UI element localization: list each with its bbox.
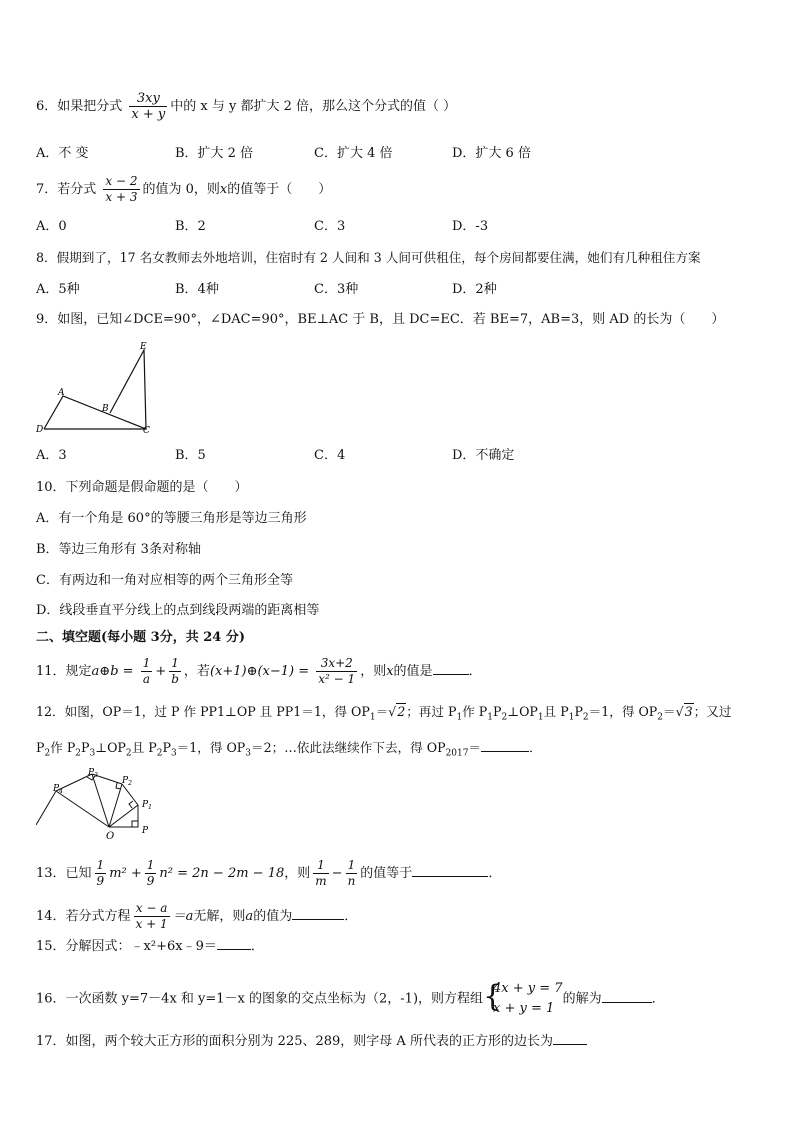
q17-text: 17．如图，两个较大正方形的面积分别为 225、289，则字母 A 所代表的正方形的边长为 <box>36 1034 553 1049</box>
q9-option-d: D．不确定 <box>452 448 515 463</box>
q13-frac4 <box>346 858 358 889</box>
q6-suffix: 中的 x 与 y 都扩大 2 倍，那么这个分式的值（ ） <box>170 99 457 114</box>
q12-l1-h: P <box>574 704 583 719</box>
q12-l2-a: P <box>36 740 45 755</box>
q12-l2-b: 作 P <box>50 740 76 755</box>
q14-frac-den: x + 1 <box>135 917 168 931</box>
q6-option-d: D．扩大 6 倍 <box>452 146 531 161</box>
q10-option-c: C．有两边和一角对应相等的两个三角形全等 <box>36 573 293 588</box>
q11-suffix-b: 的值是 <box>393 664 433 679</box>
q12-l1-f: ⊥OP <box>507 704 538 719</box>
q12-label-p: P <box>142 826 149 836</box>
q6-option-b: B．扩大 2 倍 <box>175 146 254 161</box>
q17-answer-blank[interactable] <box>553 1032 587 1045</box>
q12-line1 <box>36 704 731 726</box>
q9-label-d: D <box>36 425 44 435</box>
q16-brace: { <box>483 979 503 1014</box>
q11-def-lhs: a⊕b = <box>91 664 134 679</box>
q16-eq1: 4x + y = 7 <box>493 981 563 996</box>
q8-option-a: A．5种 <box>36 282 80 297</box>
q6-stem <box>36 91 456 122</box>
q14-stem: 14．若分式方程 $\frac{x - a}{x + 1}$ ＝a无解，则a的值为 ． <box>36 901 358 931</box>
q12-l1-d-sub: 1 <box>487 712 494 723</box>
q14-fraction <box>134 901 170 932</box>
q11-prefix: 11．规定 <box>36 664 92 679</box>
q12-answer-blank[interactable] <box>481 739 529 752</box>
q12-l1-g: 且 P <box>543 704 569 719</box>
q12-label-p3: $P_3$ <box>88 768 98 779</box>
q12-label-o: O <box>106 831 115 841</box>
q12-l2-h-sub: 2017 <box>445 748 469 759</box>
q12-l2-g: ＝1，得 OP <box>176 740 246 755</box>
q7-frac-num: x − 2 <box>105 174 138 188</box>
q12-l1-f-sub: 1 <box>537 712 544 723</box>
q12-l2-f: P <box>162 740 171 755</box>
q12-line2: $P_2$作 $P_2P_3\perp OP_2$且 $P_2P_3=1$，得 $OP_3=2$；…依此法继续作下去，得 $OP_{2017}=$ ． <box>36 740 542 759</box>
q14-prefix: 14．若分式方程 <box>36 909 131 924</box>
q13-term1: m² + <box>109 866 142 881</box>
q12-sqrt-2: √2 <box>388 704 406 719</box>
section-2-heading: 二、填空题(每小题 3分，共 24 分) <box>36 630 246 645</box>
q13-frac1-den: 9 <box>96 874 105 888</box>
q12-l2-e-sub: 2 <box>156 748 163 759</box>
q13-frac4-num: 1 <box>346 858 358 874</box>
q12-l2-c-sub: 3 <box>89 748 96 759</box>
q12-l1-e: P <box>493 704 502 719</box>
q13-prefix: 13．已知 <box>36 866 92 881</box>
q9-triangle-figure <box>34 338 164 436</box>
q9-stem: 9．如图，已知∠DCE=90°，∠DAC=90°，BE⊥AC 于 B，且 DC=EC．若 BE=7，AB=3，则 AD 的长为（ ） <box>36 312 725 327</box>
q9-option-b: B．5 <box>175 448 206 463</box>
q12-l1-j: ＝ <box>663 704 676 719</box>
q12-l1-c-sub: 1 <box>456 712 463 723</box>
q13-answer-blank[interactable] <box>412 864 488 877</box>
q14-suffix-a: 无解，则 <box>193 909 246 924</box>
q12-l1-h-sub: 2 <box>582 712 589 723</box>
q7-var: x <box>219 182 228 197</box>
q11-stem: 11．规定a⊕b = $\frac{1}{a}$ + $\frac{1}{b}$ ，若(x+1)⊕(x−1) = $\frac{3x+2}{\text{x² − 1}}$ ，则x的值是 ． <box>36 656 482 686</box>
q12-l2-c: P <box>81 740 90 755</box>
q13-frac4-den: n <box>347 874 356 888</box>
q8-option-d: D．2种 <box>452 282 497 297</box>
q12-l2-d-sub: 2 <box>125 748 132 759</box>
q11-frac3-num: 3x+2 <box>316 656 357 672</box>
q13-stem: 13．已知 $\frac{1}{9}$ m² + $\frac{1}{9}$ n² = 2n − 2m − 18，则 $\frac{1}{m}$ − $\frac{1}{n}$ 的值等于 ． <box>36 858 502 888</box>
q12-label-p2: $P_2$ <box>122 776 132 787</box>
q11-expr: (x+1)⊕(x−1) = <box>209 664 310 679</box>
q11-frac1 <box>141 656 153 687</box>
q14-suffix-b: 的值为 <box>253 909 293 924</box>
q16-stem: 16．一次函数 y=7－4x 和 y=1－x 的图象的交点坐标为（2，-1)，则方程组 { 4x + y = 7 x + y = 1 的解为 ． <box>36 979 665 1019</box>
q11-frac3-den: x² − 1 <box>318 672 356 686</box>
q6-option-c: C．扩大 4 倍 <box>314 146 393 161</box>
q16-eq2: x + y = 1 <box>493 1001 555 1016</box>
q7-suffix-b: 的值等于（ ） <box>227 182 332 197</box>
q12-l2-f-sub: 3 <box>170 748 177 759</box>
q11-plus: + <box>155 664 167 679</box>
q11-frac3 <box>316 656 357 687</box>
q7-frac-den: x + 3 <box>105 190 138 204</box>
q17-stem <box>36 1032 587 1050</box>
q6-option-a: A．不 变 <box>36 146 89 161</box>
q11-suffix-a: ，则 <box>360 664 387 679</box>
q12-sqrt-3: √3 <box>675 704 693 719</box>
q13-suffix: 的值等于 <box>360 866 413 881</box>
q6-prefix: 6．如果把分式 <box>36 99 123 114</box>
q9-option-c: C．4 <box>314 448 346 463</box>
q12-l1-c: ；再过 P <box>406 704 457 719</box>
q8-option-b: B．4种 <box>175 282 219 297</box>
q12-l1-a: 12．如图，OP＝1，过 P 作 PP1⊥OP 且 PP1＝1，得 OP <box>36 704 370 719</box>
q11-var: x <box>386 664 394 679</box>
q15-answer-blank[interactable] <box>217 937 251 950</box>
q9-label-c: C <box>143 426 150 436</box>
q13-frac3-den: m <box>315 874 327 888</box>
q9-label-e: E <box>140 342 147 352</box>
q12-l1-k: ；又过 <box>693 704 732 719</box>
q9-option-a: A．3 <box>36 448 67 463</box>
q11-answer-blank[interactable] <box>433 662 469 675</box>
q12-l1-i-sub: 2 <box>657 712 663 723</box>
q11-frac1-num: 1 <box>142 656 151 670</box>
q12-l2-i: ＝ <box>468 740 482 755</box>
q10-stem: 10．下列命题是假命题的是（ ） <box>36 480 248 495</box>
q16-suffix: 的解为 <box>562 991 602 1007</box>
q7-option-c: C．3 <box>314 219 346 234</box>
q12-sqrt-2-radicand: 2 <box>397 704 406 719</box>
q15-stem: 15．分解因式：﹣x²+6x﹣9＝ ． <box>36 939 264 954</box>
q12-sqrt-3-radicand: 3 <box>684 704 693 719</box>
q15-text: 15．分解因式：﹣x²+6x﹣9＝ <box>36 939 217 954</box>
q12-l2-b-sub: 2 <box>75 748 82 759</box>
q12-l1-e-sub: 2 <box>501 712 508 723</box>
q7-prefix: 7．若分式 <box>36 182 97 197</box>
q12-l1-sub1: 1 <box>369 712 376 723</box>
q12-spiral-figure <box>36 765 166 841</box>
q10-option-b: B．等边三角形有 3条对称轴 <box>36 542 201 557</box>
q13-frac2-den: 9 <box>146 874 155 888</box>
q11-frac2-den: b <box>171 672 179 686</box>
q9-label-a: A <box>58 388 65 398</box>
q13-frac3 <box>313 858 328 889</box>
q14-answer-blank[interactable] <box>292 907 344 920</box>
q12-l1-i: ＝1，得 OP <box>588 704 658 719</box>
q6-fraction <box>129 91 167 122</box>
q13-frac2 <box>145 858 157 889</box>
q12-l2-a-sub: 2 <box>44 748 51 759</box>
q11-frac2 <box>169 656 181 687</box>
q12-l2-e: 且 P <box>131 740 157 755</box>
q12-label-p1: $P_1$ <box>142 800 152 811</box>
q7-suffix-a: 的值为 0，则 <box>142 182 220 197</box>
q12-l2-h: ＝2；…依此法继续作下去，得 OP <box>251 740 446 755</box>
q16-equation-system <box>483 979 563 1019</box>
q12-l1-g-sub: 1 <box>568 712 575 723</box>
q13-mid: ，则 <box>284 866 311 881</box>
q16-answer-blank[interactable] <box>602 990 652 1003</box>
q9-label-b: B <box>102 404 109 414</box>
q16-prefix: 16．一次函数 y=7－4x 和 y=1－x 的图象的交点坐标为（2，-1)，则方程组 <box>36 991 484 1007</box>
q14-var: a <box>245 909 254 924</box>
q13-frac2-num: 1 <box>146 858 155 872</box>
q10-option-d: D．线段垂直平分线上的点到线段两端的距离相等 <box>36 603 320 618</box>
q13-minus: − <box>331 866 343 881</box>
q7-option-b: B．2 <box>175 219 206 234</box>
q12-l2-g-sub: 3 <box>245 748 252 759</box>
q11-mid: ，若 <box>183 664 210 679</box>
q12-l1-d: 作 P <box>462 704 488 719</box>
q13-frac3-num: 1 <box>313 858 328 874</box>
q7-option-d: D．-3 <box>452 219 489 234</box>
q6-frac-num: 3xy <box>129 91 167 107</box>
q10-option-a: A．有一个角是 60°的等腰三角形是等边三角形 <box>36 511 307 526</box>
q14-frac-num: x − a <box>134 901 170 917</box>
q8-stem: 8．假期到了，17 名女教师去外地培训，住宿时有 2 人间和 3 人间可供租住，每个房间都要住满，她们有几种租住方案 <box>36 250 701 265</box>
q13-term2: n² = 2n − 2m − 18 <box>159 866 285 881</box>
q12-l1-b: ＝ <box>375 704 389 719</box>
q12-label-p4: $P_4$ <box>53 784 63 795</box>
q11-frac1-den: a <box>142 672 151 686</box>
q14-eq: ＝a <box>172 909 194 924</box>
q7-stem <box>36 174 331 205</box>
q11-frac2-num: 1 <box>169 656 181 672</box>
q8-option-c: C．3种 <box>314 282 359 297</box>
q13-frac1-num: 1 <box>96 858 105 872</box>
q7-option-a: A．0 <box>36 219 67 234</box>
q12-l2-d: ⊥OP <box>95 740 126 755</box>
q13-frac1 <box>95 858 107 889</box>
q7-fraction <box>103 174 139 205</box>
q6-frac-den: x + y <box>131 107 166 122</box>
